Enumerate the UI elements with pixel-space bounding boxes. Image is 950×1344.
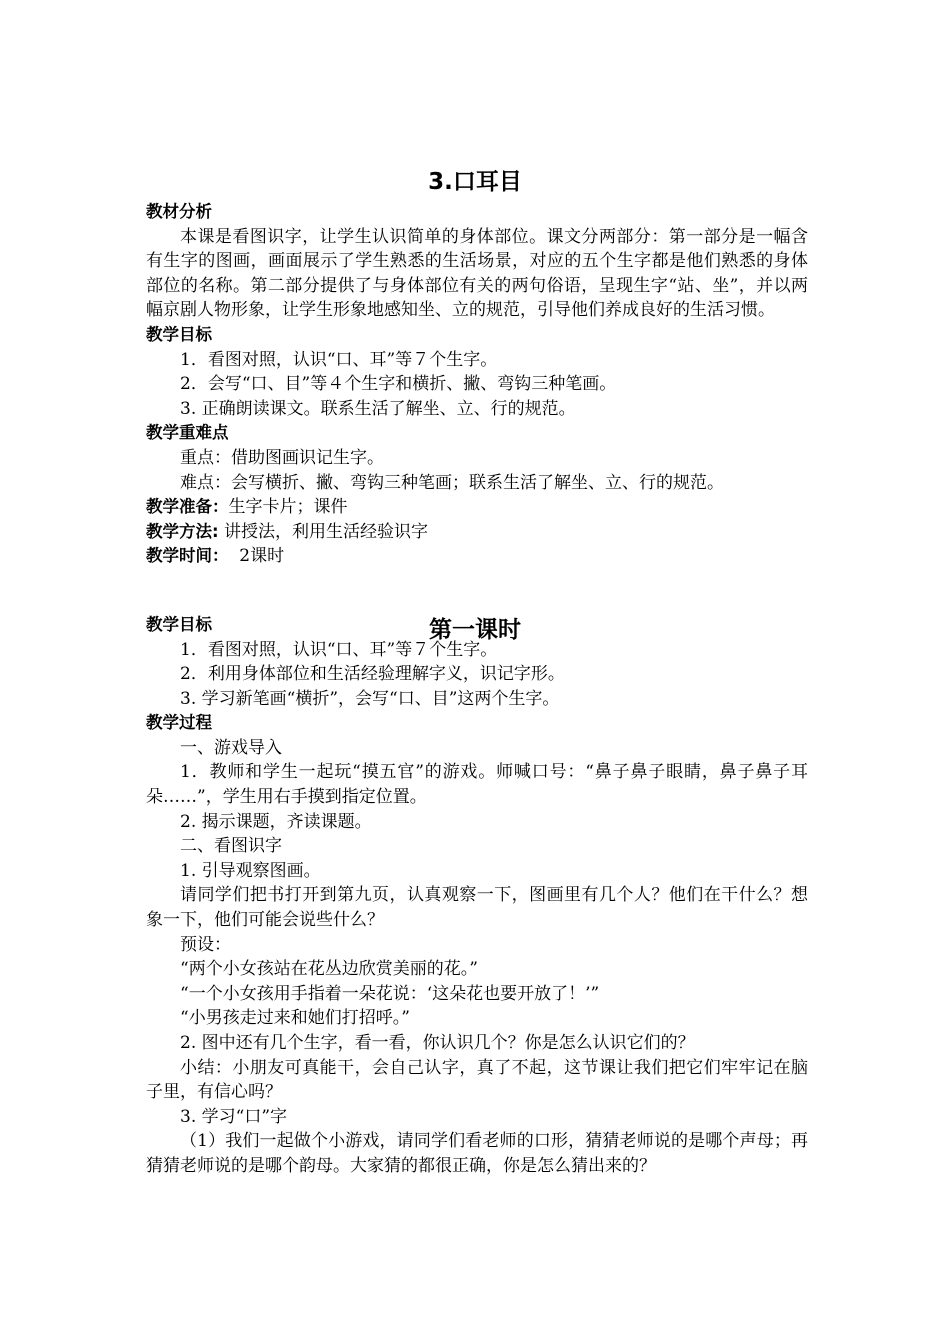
prep-value: 生字卡片；课件 (228, 497, 348, 518)
analysis-paragraph: 本课是看图识字，让学生认识简单的身体部位。课文分两部分：第一部分是一幅含有生字的图画，画面展示了学生熟悉的生活场景，对应的五个生字都是他们熟悉的身体部位的名称。第二部分提供了与身体部位有关的两句俗语，呈现生字“站、坐”，并以两幅京剧人物形象，让学生形象地感知坐、立的规范，引导他们养成良好的生活习惯。 (146, 226, 808, 321)
goals-heading: 教学目标 (146, 614, 212, 634)
process-heading: 教学过程 (146, 713, 212, 733)
prep-line (146, 495, 808, 520)
process-step: 1. 引导观察图画。 (180, 860, 321, 881)
key-point-item: 难点：会写横折、撇、弯钩三种笔画；联系生活了解坐、立、行的规范。 (180, 472, 724, 493)
method-label: 教学方法: (146, 521, 219, 541)
document-body (146, 200, 808, 1179)
time-line (146, 544, 808, 569)
process-step: 2. 揭示课题，齐读课题。 (180, 811, 372, 832)
process-step: 请同学们把书打开到第九页，认真观察一下，图画里有几个人？他们在干什么？想象一下，他们可能会说些什么？ (146, 885, 808, 931)
goal-item: 3. 正确朗读课文。联系生活了解坐、立、行的规范。 (180, 398, 576, 419)
process-step: 1．教师和学生一起玩“摸五官”的游戏。师喊口号：“鼻子鼻子眼睛，鼻子鼻子耳朵……”，学生用右手摸到指定位置。 (146, 762, 808, 808)
page-title: 3.口耳目 (428, 169, 522, 195)
process-step: 二、看图识字 (180, 836, 282, 857)
process-step: 小结：小朋友可真能干，会自己认字，真了不起，这节课让我们把它们牢牢记在脑子里，有信心吗？ (146, 1057, 808, 1103)
process-step: “一个小女孩用手指着一朵花说：‘这朵花也要开放了！’” (180, 983, 600, 1004)
key-point-item: 重点：借助图画识记生字。 (180, 447, 384, 468)
goal-item: 1．看图对照，认识“口、耳”等７个生字。 (180, 349, 498, 370)
process-step: “小男孩走过来和她们打招呼。” (180, 1008, 410, 1029)
time-label: 教学时间： (146, 546, 229, 566)
goals-heading: 教学目标 (146, 324, 212, 344)
process-step: 预设： (180, 934, 231, 955)
key-points-heading: 教学重难点 (146, 423, 229, 443)
analysis-heading: 教材分析 (146, 202, 212, 221)
method-line (146, 520, 808, 545)
goal-item: 2．利用身体部位和生活经验理解字义，识记字形。 (180, 664, 565, 685)
time-value: 2课时 (228, 546, 285, 567)
process-step: 2. 图中还有几个生字，看一看，你认识几个？你是怎么认识它们的？ (180, 1033, 695, 1053)
process-step: “两个小女孩站在花丛边欣赏美丽的花。” (180, 959, 478, 980)
process-step: 一、游戏导入 (180, 737, 282, 758)
goal-item: 2．会写“口、目”等４个生字和横折、撇、弯钩三种笔画。 (180, 374, 617, 395)
prep-label: 教学准备： (146, 497, 229, 517)
goal-item: 1．看图对照，认识“口、耳”等７个生字。 (180, 639, 498, 660)
section-spacer (146, 569, 808, 613)
process-step: （1）我们一起做个小游戏，请同学们看老师的口形，猜猜老师说的是哪个声母；再猜猜老师说的是哪个韵母。大家猜的都很正确，你是怎么猜出来的？ (146, 1131, 808, 1176)
goal-item: 3. 学习新笔画“横折”，会写“口、目”这两个生字。 (180, 688, 560, 709)
lesson-title: 第一课时 (429, 617, 521, 643)
process-step: 3. 学习“口”字 (180, 1106, 288, 1127)
method-value: 讲授法，利用生活经验识字 (218, 521, 429, 542)
